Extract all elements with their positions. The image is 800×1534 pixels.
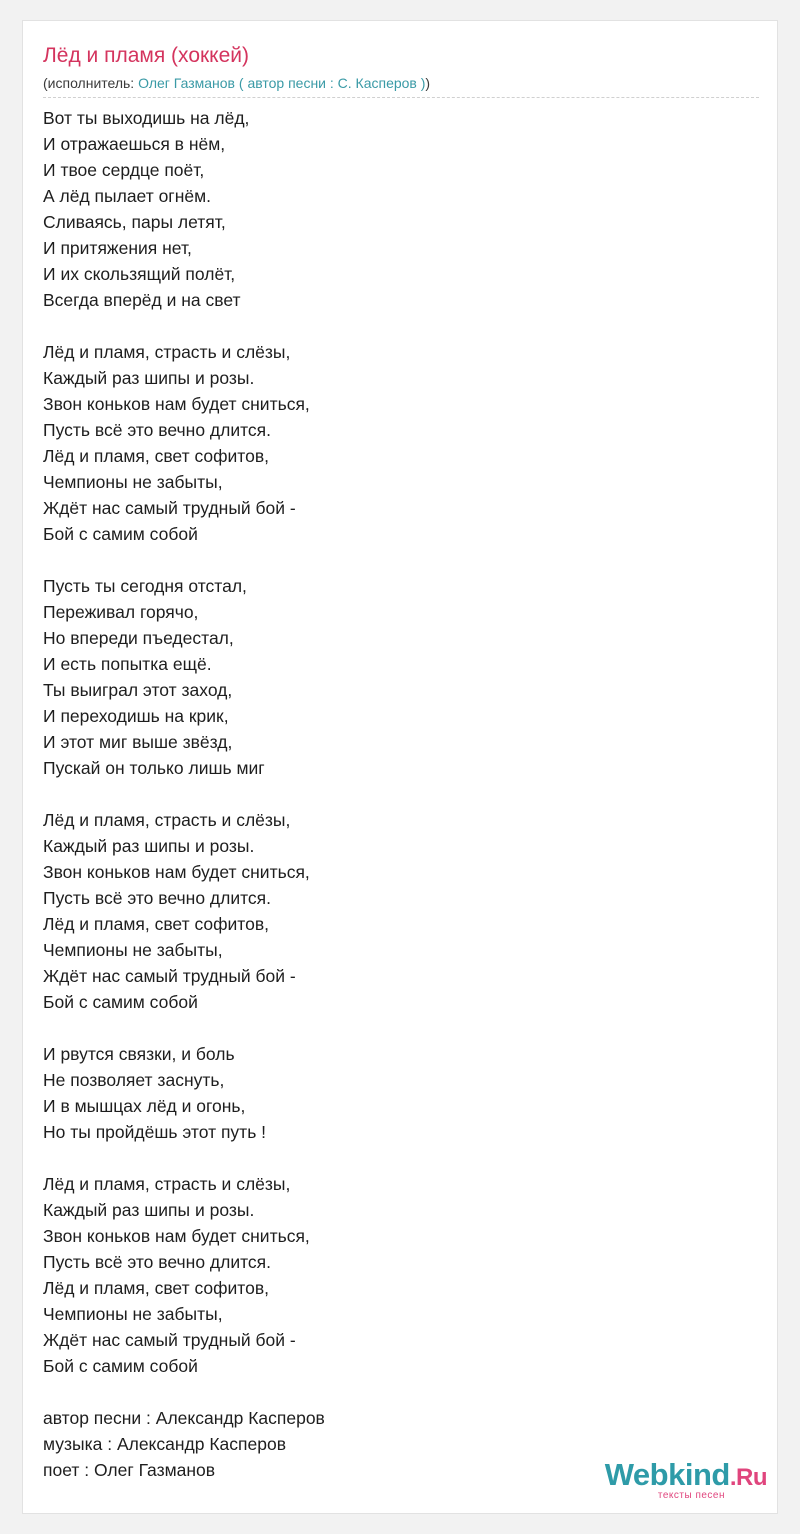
stanza-gap [43,781,325,807]
lyric-line: И переходишь на крик, [43,706,229,726]
stanza [43,339,325,547]
lyric-line: Звон коньков нам будет сниться, [43,862,310,882]
lyrics-body [43,105,325,1483]
lyric-line: А лёд пылает огнём. [43,186,211,206]
lyric-line: Всегда вперёд и на свет [43,290,241,310]
lyric-line: Звон коньков нам будет сниться, [43,394,310,414]
lyric-line: И их скользящий полёт, [43,264,236,284]
stanza-gap [43,313,325,339]
artist-link[interactable]: Олег Газманов [138,75,235,91]
stanza [43,1171,325,1379]
lyric-line: И отражаешься в нём, [43,134,226,154]
credit-line: музыка : Александр Касперов [43,1434,287,1454]
lyrics-card [22,20,778,1514]
lyric-line: Каждый раз шипы и розы. [43,368,255,388]
stanza-gap [43,547,325,573]
lyric-line: Переживал горячо, [43,602,199,622]
site-logo[interactable] [605,1459,767,1501]
lyric-line: Бой с самим собой [43,524,198,544]
lyric-line: Лёд и пламя, свет софитов, [43,914,270,934]
song-meta [43,74,759,98]
lyric-line: И этот миг выше звёзд, [43,732,233,752]
lyric-line: Пускай он только лишь миг [43,758,265,778]
lyric-line: И рвутся связки, и боль [43,1044,235,1064]
lyric-line: Но ты пройдёшь этот путь ! [43,1122,267,1142]
lyric-line: Ты выиграл этот заход, [43,680,233,700]
lyric-line: Ждёт нас самый трудный бой - [43,498,296,518]
lyric-line: Лёд и пламя, страсть и слёзы, [43,1174,291,1194]
lyric-line: Ждёт нас самый трудный бой - [43,1330,296,1350]
lyric-line: Вот ты выходишь на лёд, [43,108,250,128]
stanza-gap [43,1015,325,1041]
stanza [43,573,325,781]
lyric-line: Но впереди пъедестал, [43,628,234,648]
lyric-line: Не позволяет заснуть, [43,1070,225,1090]
lyric-line: Чемпионы не забыты, [43,1304,223,1324]
logo-brand: Webkind [604,1457,730,1492]
lyric-line: Пусть ты сегодня отстал, [43,576,247,596]
author-link[interactable]: ( автор песни : С. Касперов ) [235,75,426,91]
meta-prefix: (исполнитель: [43,75,139,91]
lyric-line: Чемпионы не забыты, [43,472,223,492]
lyric-line: Пусть всё это вечно длится. [43,888,272,908]
lyric-line: Сливаясь, пары летят, [43,212,226,232]
lyric-line: Каждый раз шипы и розы. [43,1200,255,1220]
lyric-line: Лёд и пламя, свет софитов, [43,446,270,466]
lyric-line: Лёд и пламя, свет софитов, [43,1278,270,1298]
credit-line: поет : Олег Газманов [43,1460,216,1480]
lyric-line: Ждёт нас самый трудный бой - [43,966,296,986]
meta-suffix: ) [425,75,431,91]
lyric-line: Пусть всё это вечно длится. [43,1252,272,1272]
logo-domain: .Ru [729,1464,767,1491]
lyric-line: Звон коньков нам будет сниться, [43,1226,310,1246]
stanza [43,1041,325,1145]
lyric-line: Бой с самим собой [43,1356,198,1376]
credit-line: автор песни : Александр Касперов [43,1408,325,1428]
song-title: Лёд и пламя (хоккей) [43,44,250,67]
logo-tagline: тексты песен [657,1490,725,1501]
lyric-line: И есть попытка ещё. [43,654,212,674]
lyric-line: И притяжения нет, [43,238,192,258]
stanza-gap [43,1145,325,1171]
stanza [43,105,325,313]
credits [43,1405,325,1483]
lyric-line: И твое сердце поёт, [43,160,205,180]
stanza [43,807,325,1015]
lyric-line: Чемпионы не забыты, [43,940,223,960]
lyric-line: Лёд и пламя, страсть и слёзы, [43,342,291,362]
lyric-line: Пусть всё это вечно длится. [43,420,272,440]
lyric-line: Лёд и пламя, страсть и слёзы, [43,810,291,830]
lyric-line: Бой с самим собой [43,992,198,1012]
lyric-line: Каждый раз шипы и розы. [43,836,255,856]
lyric-line: И в мышцах лёд и огонь, [43,1096,246,1116]
